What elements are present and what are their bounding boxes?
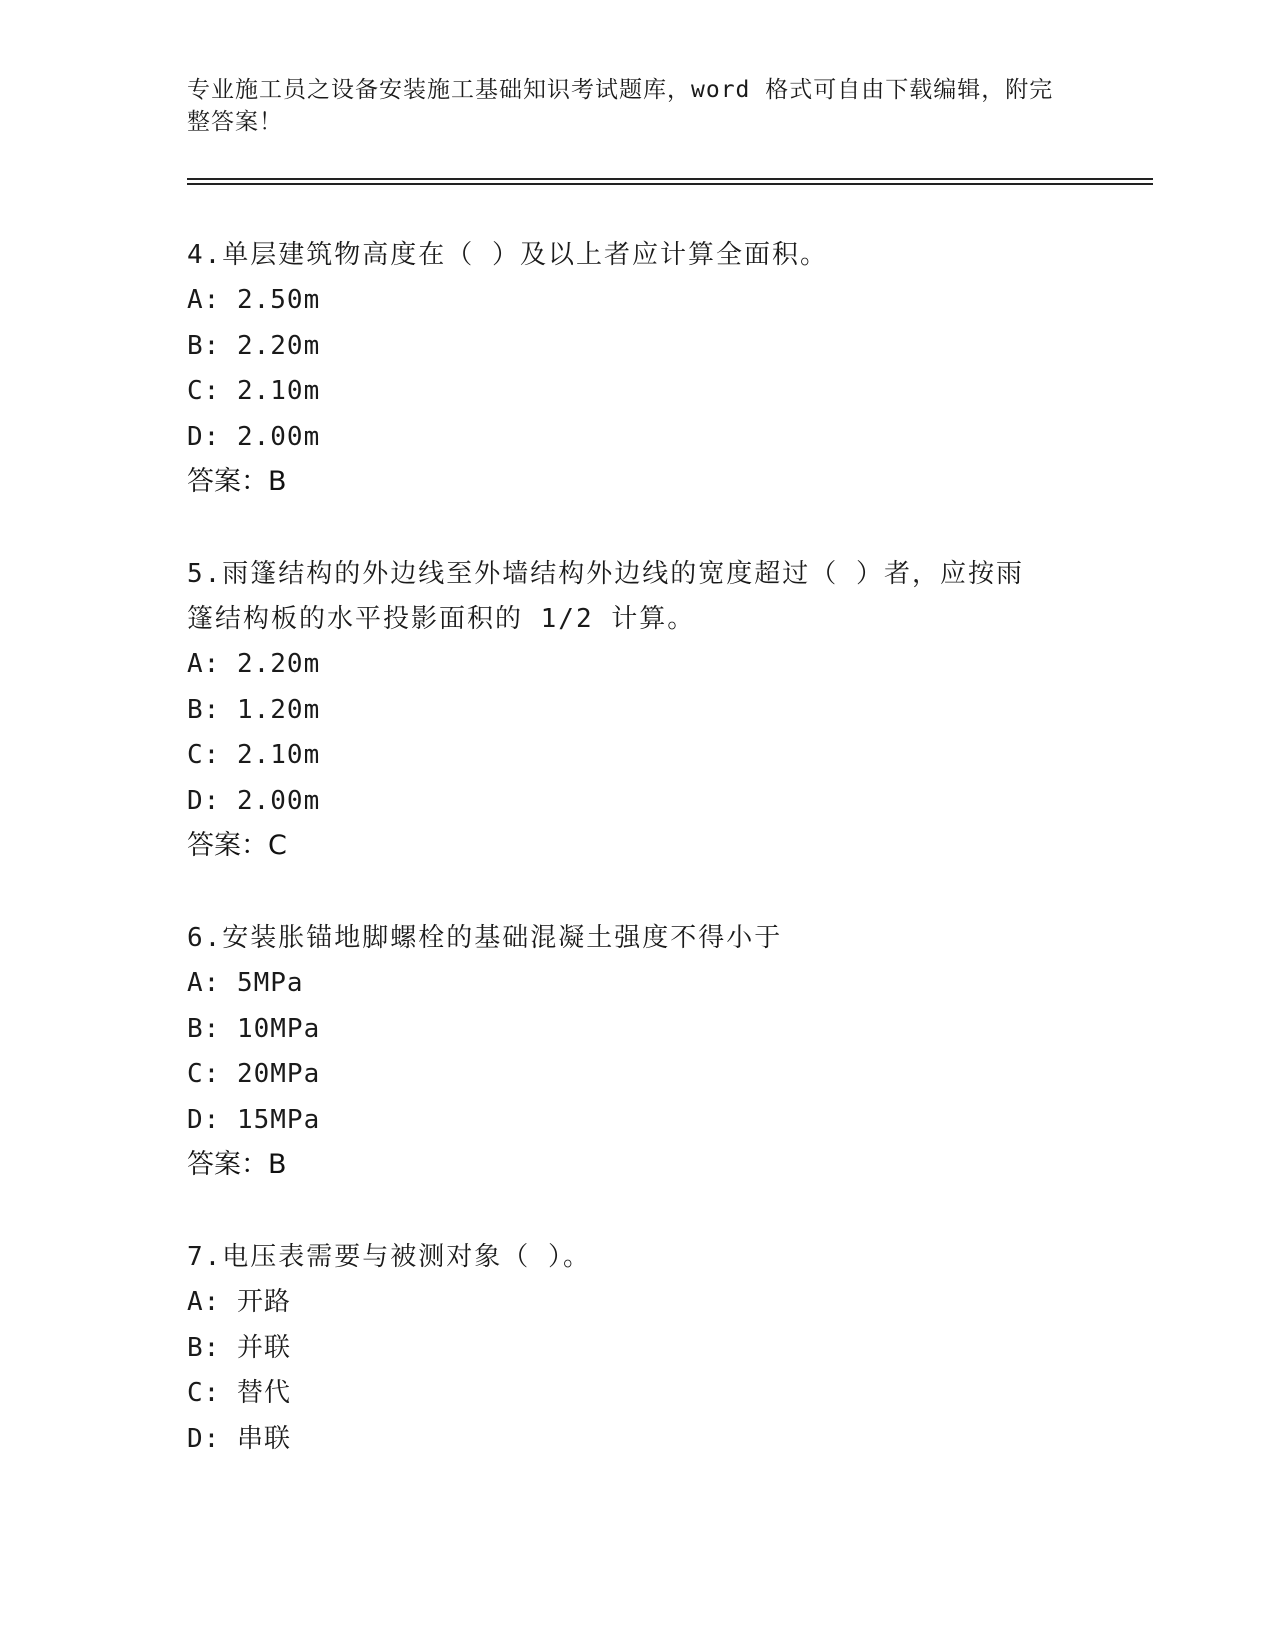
option-d: D: 15MPa: [187, 1104, 321, 1135]
option-b: B: 2.20m: [187, 330, 321, 361]
option-a: A: 5MPa: [187, 968, 304, 998]
question-7: [187, 1235, 1087, 1462]
question-stem: 6.安装胀锚地脚螺栓的基础混凝土强度不得小于: [187, 923, 783, 953]
answer: 答案：C: [187, 830, 287, 861]
header-divider-bottom: [187, 183, 1153, 185]
document-header: 专业施工员之设备安装施工基础知识考试题库，word 格式可自由下载编辑，附完整答案！: [187, 77, 1054, 135]
option-c: C: 2.10m: [187, 376, 321, 406]
option-c: C: 2.10m: [187, 740, 321, 770]
option-a: A: 2.50m: [187, 285, 321, 315]
option-a: A: 2.20m: [187, 649, 321, 679]
option-d: D: 2.00m: [187, 785, 321, 816]
question-6: [187, 916, 1087, 1187]
question-stem: 4.单层建筑物高度在（ ）及以上者应计算全面积。: [187, 240, 828, 270]
question-stem: 5.雨篷结构的外边线至外墙结构外边线的宽度超过（ ）者，应按雨篷结构板的水平投影面积的 1/2 计算。: [187, 559, 1024, 634]
question-5: [187, 552, 1087, 868]
question-4: [187, 233, 1087, 504]
option-d: D: 2.00m: [187, 421, 321, 452]
question-stem: 7.电压表需要与被测对象（ ）。: [187, 1242, 591, 1272]
option-a: A: 开路: [187, 1287, 291, 1317]
option-b: B: 10MPa: [187, 1013, 321, 1044]
option-c: C: 20MPa: [187, 1059, 321, 1089]
answer: 答案：B: [187, 466, 287, 497]
option-b: B: 并联: [187, 1332, 291, 1363]
answer: 答案：B: [187, 1149, 287, 1180]
header-divider-top: [187, 178, 1153, 180]
option-d: D: 串联: [187, 1423, 291, 1454]
option-c: C: 替代: [187, 1378, 291, 1408]
option-b: B: 1.20m: [187, 694, 321, 725]
